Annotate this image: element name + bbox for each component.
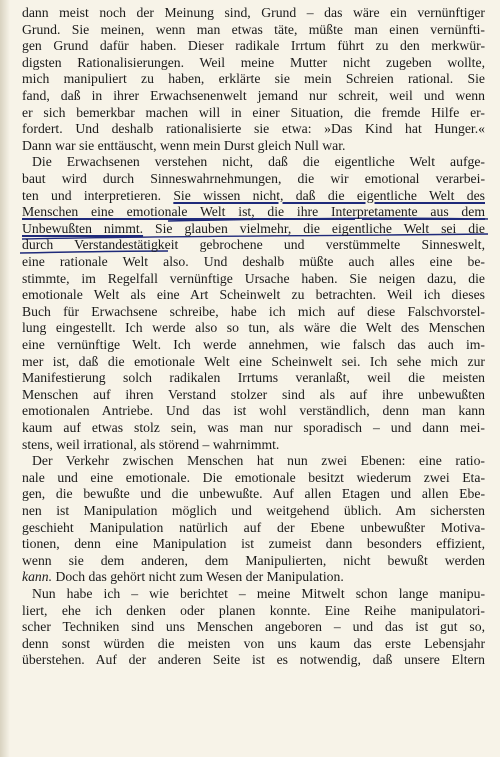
text-line <box>22 304 485 320</box>
text-line <box>22 320 485 336</box>
text-segment: eine vernünftige Welt. Ich werde annehmen, wie falsch das auch im- <box>22 337 485 352</box>
text-segment: liert, ehe ich denken oder planen konnte. Eine Reihe manipulatori- <box>22 602 485 618</box>
text-line <box>22 138 485 154</box>
text-line <box>22 603 485 619</box>
text-line <box>22 71 485 87</box>
text-segment: nen ist Manipulation möglich und weitgehend üblich. Am sichersten <box>22 503 485 518</box>
underlined-text: Menschen eine emotionale Welt ist, die ihre Interpretamente aus dem <box>22 204 485 220</box>
text-segment: emotionale Welt als eine Art Scheinwelt zu betrachten. Weil ich dieses <box>22 287 485 303</box>
text-segment: lung eingestellt. Ich werde also so tun, als wäre die Welt des Menschen <box>22 320 485 336</box>
text-line <box>22 254 485 270</box>
text-segment: eine rationale Welt also. Und deshalb müßte auch alles eine be- <box>22 254 485 269</box>
text-line <box>22 171 485 187</box>
text-line <box>22 437 485 453</box>
text-segment: Buch für Erwachsene schreibe, habe ich mich auf diese Falschvorstel- <box>22 303 485 319</box>
text-segment: Die Erwachsenen verstehen nicht, daß die eigentliche Welt aufge- <box>32 154 485 170</box>
text-segment: er sich bemerkbar machen will in einer Situation, die fremde Hilfe er- <box>22 104 485 120</box>
text-line <box>22 569 485 585</box>
text-segment: gen Grund dafür haben. Dieser radikale Irrtum führt zu den merkwür- <box>22 38 485 54</box>
text-segment: emotionalen Antriebe. Und das ist wohl verständlich, denn man kann <box>22 403 485 419</box>
text-line <box>22 221 485 237</box>
text-segment: stens, weil irrational, als störend – wahrnimmt. <box>22 436 280 452</box>
text-segment: mich manipuliert zu haben, erklärte sie mein Schreien rational. Sie <box>22 71 485 87</box>
text-line <box>22 453 485 469</box>
text-line <box>22 55 485 71</box>
text-segment: Grund. Sie meinen, wenn man etwas täte, müßte man einen vernünfti- <box>22 21 485 37</box>
text-line <box>22 121 485 137</box>
text-segment: fand, daß in ihrer Erwachsenenwelt jemand nur schreit, weil und wenn <box>22 88 485 103</box>
text-line <box>22 271 485 287</box>
text-segment: digsten Rationalisierungen. Weil meine Mutter nicht zugeben wollte, <box>22 54 485 70</box>
text-segment: überstehen. Auf der anderen Seite ist es notwendig, daß unsere Eltern <box>22 652 485 668</box>
text-segment: Doch das gehört nicht zum Wesen der Manipulation. <box>52 569 344 585</box>
text-line <box>22 387 485 403</box>
text-segment: stimmte, im Regelfall vernünftige Ursache haben. Sie neigen dazu, die <box>22 270 485 286</box>
text-line <box>22 204 485 220</box>
text-line <box>22 237 485 253</box>
text-line <box>22 22 485 38</box>
text-segment: scher Techniken sind uns Menschen angeboren – und das ist gut so, <box>22 619 485 635</box>
text-segment: Der Verkehr zwischen Menschen hat nun zwei Ebenen: eine ratio- <box>32 453 485 469</box>
text-line <box>22 619 485 635</box>
underlined-text: Unbewußten nimmt. <box>22 220 144 236</box>
text-line <box>22 503 485 519</box>
text-line <box>22 154 485 170</box>
text-line <box>22 38 485 54</box>
text-line <box>22 5 485 21</box>
text-line <box>22 370 485 386</box>
underlined-text: Sie wissen nicht, daß die eigentliche Welt des <box>173 187 485 203</box>
text-segment: gen, die bewußte und die unbewußte. Auf allen Etagen und allen Ebe- <box>22 486 485 502</box>
text-line <box>22 337 485 353</box>
text-segment: denn sonst würden die meisten von uns kaum das erste Lebensjahr <box>22 635 485 651</box>
text-segment: Nun habe ich – wie berichtet – meine Mitwelt schon lange manipu- <box>32 586 485 601</box>
text-segment: Menschen auf ihren Verstand stolzer sind als auf ihre unbewußten <box>22 386 485 402</box>
text-line <box>22 287 485 303</box>
text-line <box>22 88 485 104</box>
text-segment: Sie glauben vielmehr, die eigentliche Welt sei die <box>143 220 485 236</box>
text-line <box>22 354 485 370</box>
text-line <box>22 486 485 502</box>
text-segment: wenn sie dem anderen, dem Manipulierten, nicht bewußt werden <box>22 552 485 568</box>
text-segment: nale und eine emotionale. Die emotionale besitzt wiederum zwei Eta- <box>22 469 485 485</box>
text-segment: baut wird durch Sinneswahrnehmungen, die wir emotional verarbei- <box>22 171 485 186</box>
text-line <box>22 636 485 652</box>
text-line <box>22 420 485 436</box>
text-line <box>22 586 485 602</box>
text-segment: fordert. Und deshalb rationalisierte sie etwa: »Das Kind hat Hunger.« <box>22 121 485 137</box>
text-line <box>22 520 485 536</box>
italic-text: kann. <box>22 569 53 585</box>
text-segment: Manifestierung solch radikalen Irrtums veranlaßt, weil die meisten <box>22 370 485 386</box>
text-line <box>22 188 485 204</box>
text-line <box>22 403 485 419</box>
text-line <box>22 652 485 668</box>
text-segment: ten und interpretieren. <box>22 187 174 203</box>
text-segment: durch Verstandestätigkeit gebrochene und verstümmelte Sinneswelt, <box>22 237 485 253</box>
text-line <box>22 470 485 486</box>
text-segment: geschieht Manipulation natürlich auf der Ebene unbewußter Motiva- <box>22 519 485 535</box>
text-segment: Dann war sie enttäuscht, wenn mein Durst gleich Null war. <box>22 137 346 153</box>
text-segment: kaum auf etwas stolz sein, was man nur sporadisch – und dann mei- <box>22 420 485 435</box>
text-segment: tionen, denn eine Manipulation ist zumeist dann besonders effizient, <box>22 536 485 552</box>
text-line <box>22 105 485 121</box>
text-line <box>22 553 485 569</box>
text-line <box>22 536 485 552</box>
text-segment: dann meist noch der Meinung sind, Grund – das wäre ein vernünftiger <box>22 5 485 20</box>
text-segment: mer ist, daß die emotionale Welt eine Scheinwelt sei. Ich sehe mich zur <box>22 353 485 369</box>
